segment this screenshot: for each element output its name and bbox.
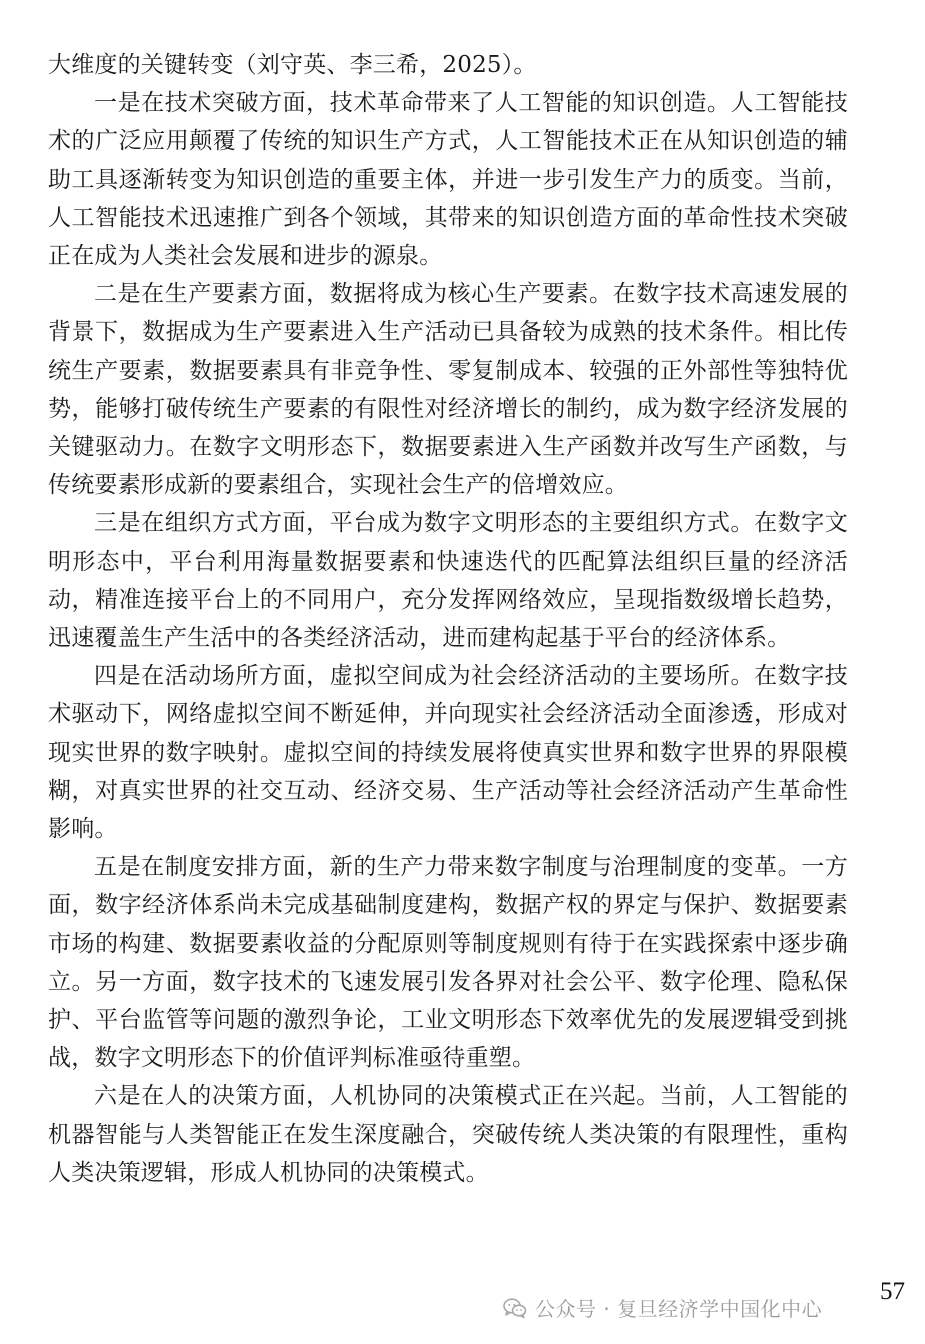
paragraph-organization: 三是在组织方式方面，平台成为数字文明形态的主要组织方式。在数字文明形态中，平台利用海量数据要素和快速迭代的匹配算法组织巨量的经济活动，精准连接平台上的不同用户，充分发挥网络效应，呈现指数级增长趋势，迅速覆盖生产生活中的各类经济活动，进而建构起基于平台的经济体系。 xyxy=(48,510,848,652)
watermark-text: 公众号 · 复旦经济学中国化中心 xyxy=(535,1297,823,1321)
paragraph-production-factors: 二是在生产要素方面，数据将成为核心生产要素。在数字技术高速发展的背景下，数据成为生产要素进入生产活动已具备较为成熟的技术条件。相比传统生产要素，数据要素具有非竞争性、零复制成本、较强的正外部性等独特优势，能够打破传统生产要素的有限性对经济增长的制约，成为数字经济发展的关键驱动力。在数字文明形态下，数据要素进入生产函数并改写生产函数，与传统要素形成新的要素组合，实现社会生产的倍增效应。 xyxy=(48,281,848,499)
paragraph-technology: 一是在技术突破方面，技术革命带来了人工智能的知识创造。人工智能技术的广泛应用颠覆了传统的知识生产方式，人工智能技术正在从知识创造的辅助工具逐渐转变为知识创造的重要主体，并进一步引发生产力的质变。当前，人工智能技术迅速推广到各个领域，其带来的知识创造方面的革命性技术突破正在成为人类社会发展和进步的源泉。 xyxy=(48,90,848,270)
paragraph-decision: 六是在人的决策方面，人机协同的决策模式正在兴起。当前，人工智能的机器智能与人类智能正在发生深度融合，突破传统人类决策的有限理性，重构人类决策逻辑，形成人机协同的决策模式。 xyxy=(48,1083,848,1186)
paragraph-institution: 五是在制度安排方面，新的生产力带来数字制度与治理制度的变革。一方面，数字经济体系尚未完成基础制度建构，数据产权的界定与保护、数据要素市场的构建、数据要素收益的分配原则等制度规则有待于在实践探索中逐步确立。另一方面，数字技术的飞速发展引发各界对社会公平、数字伦理、隐私保护、平台监管等问题的激烈争论，工业文明形态下效率优先的发展逻辑受到挑战，数字文明形态下的价值评判标准亟待重塑。 xyxy=(48,854,848,1072)
paragraph-activity-space: 四是在活动场所方面，虚拟空间成为社会经济活动的主要场所。在数字技术驱动下，网络虚拟空间不断延伸，并向现实社会经济活动全面渗透，形成对现实世界的数字映射。虚拟空间的持续发展将使真实世界和数字世界的界限模糊，对真实世界的社交互动、经济交易、生产活动等社会经济活动产生革命性影响。 xyxy=(48,663,848,843)
paragraph-intro: 大维度的关键转变（刘守英、李三希，2025）。 xyxy=(48,52,537,78)
wechat-icon xyxy=(503,1297,527,1319)
page-body xyxy=(48,46,848,1192)
page-number: 57 xyxy=(880,1278,905,1305)
wechat-watermark xyxy=(503,1293,822,1322)
